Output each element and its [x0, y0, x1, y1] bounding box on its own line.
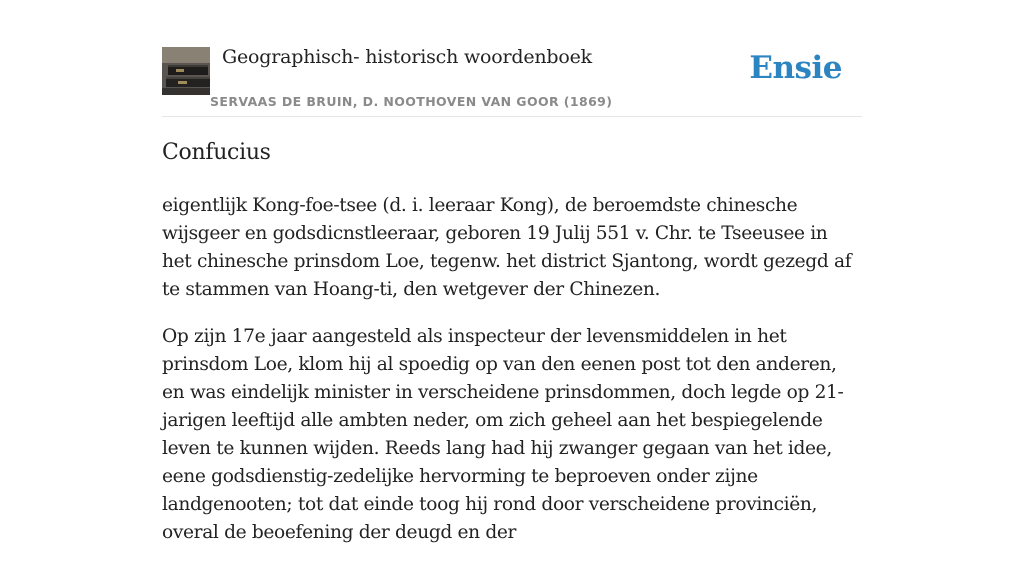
- ensie-logo[interactable]: Ensie: [749, 50, 842, 86]
- book-cover-icon[interactable]: [162, 47, 210, 95]
- entry-paragraph: eigentlijk Kong-foe-tsee (d. i. leeraar Kong), de beroemdste chinesche wijsgeer en godsdicnstleeraar, geboren 19 Julij 551 v. Chr. te Tseeusee in het chinesche prinsdom Loe, tegenw. het district Sjantong, wordt gezegd af te stammen van Hoang-ti, den wetgever der Chinezen.: [162, 195, 852, 300]
- book-header: [162, 38, 862, 117]
- entry-title: Confucius: [162, 140, 271, 165]
- book-author[interactable]: SERVAAS DE BRUIN, D. NOOTHOVEN VAN GOOR (1869): [210, 94, 613, 109]
- entry-paragraph: Op zijn 17e jaar aangesteld als inspecteur der levensmiddelen in het prinsdom Loe, klom hij al spoedig op van den eenen post tot den anderen, en was eindelijk minister in verscheidene prinsdommen, doch legde op 21-jarigen leeftijd alle ambten neder, om zich geheel aan het bespiegelende leven te kunnen wijden. Reeds lang had hij zwanger gegaan van het idee, eene godsdienstig-zedelijke hervorming te beproeven onder zijne landgenooten; tot dat einde toog hij rond door verscheidene provinciën, overal de beoefening der deugd en der: [162, 326, 844, 543]
- entry-content: [162, 192, 862, 566]
- book-title[interactable]: Geographisch- historisch woordenboek: [222, 46, 592, 68]
